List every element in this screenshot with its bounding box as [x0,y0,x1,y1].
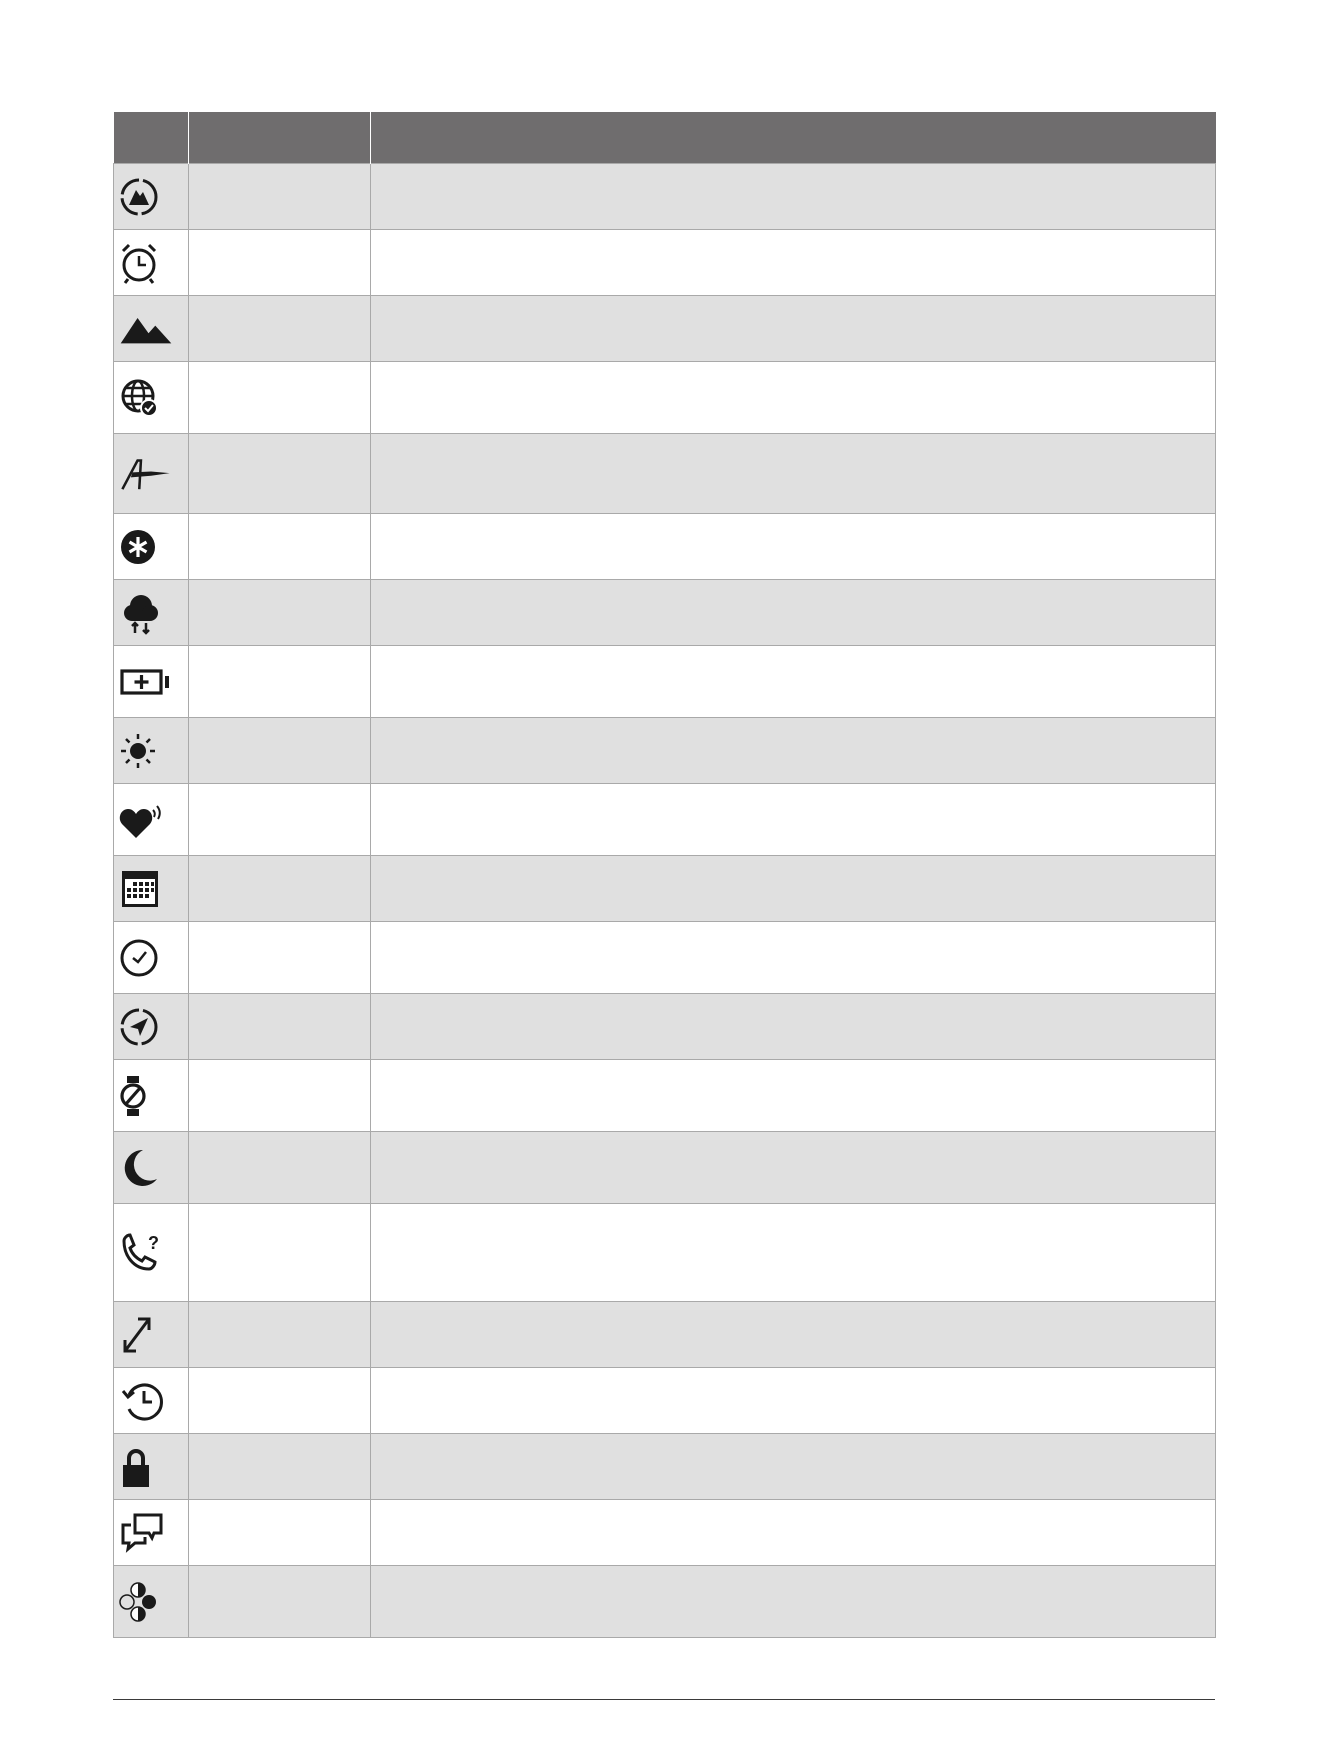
medical-asterisk-icon [119,525,173,569]
alarm-clock-icon [119,241,173,285]
icon-cell [114,1060,189,1132]
row-description [371,856,1216,922]
table-row [114,784,1216,856]
expand-arrows-icon [119,1313,173,1357]
row-name [189,1566,371,1638]
table-header-row [114,112,1216,164]
table-row [114,362,1216,434]
row-name [189,514,371,580]
row-name [189,296,371,362]
aviation-logo-icon [119,452,173,496]
table-row [114,164,1216,230]
row-name [189,856,371,922]
history-clock-icon [119,1379,173,1423]
row-description [371,362,1216,434]
row-description [371,718,1216,784]
table-row [114,1204,1216,1302]
padlock-icon [119,1445,173,1489]
color-dots-icon [119,1580,173,1624]
row-description [371,1132,1216,1204]
row-description [371,164,1216,230]
heart-rate-broadcast-icon [119,798,173,842]
header-name-column [189,112,371,164]
row-name [189,362,371,434]
table-row [114,1434,1216,1500]
table-row [114,514,1216,580]
icon-cell [114,514,189,580]
row-description [371,230,1216,296]
navigation-compass-icon [119,1005,173,1049]
row-description [371,434,1216,514]
row-name [189,646,371,718]
header-description-column [371,112,1216,164]
icon-cell [114,1204,189,1302]
icon-cell [114,230,189,296]
clock-icon [119,936,173,980]
icon-cell [114,856,189,922]
table-row [114,434,1216,514]
row-name [189,1132,371,1204]
svg-text:?: ? [148,1232,159,1253]
table-row [114,646,1216,718]
table-row [114,296,1216,362]
chat-bubbles-icon [119,1511,173,1555]
row-name [189,1368,371,1434]
row-name [189,580,371,646]
table-row [114,580,1216,646]
mountain-icon [119,307,173,351]
row-description [371,784,1216,856]
table-row [114,1302,1216,1368]
row-description [371,1204,1216,1302]
row-description [371,1500,1216,1566]
row-description [371,1566,1216,1638]
icon-cell [114,1368,189,1434]
moon-icon [119,1146,173,1190]
row-description [371,1434,1216,1500]
table-row [114,718,1216,784]
row-name [189,994,371,1060]
row-name [189,784,371,856]
icon-cell [114,580,189,646]
row-description [371,514,1216,580]
icon-cell [114,718,189,784]
icon-cell [114,994,189,1060]
row-name [189,1204,371,1302]
icon-cell [114,1302,189,1368]
row-name [189,1434,371,1500]
table-row [114,994,1216,1060]
row-description [371,994,1216,1060]
row-name [189,164,371,230]
row-description [371,922,1216,994]
table-row [114,856,1216,922]
row-name [189,922,371,994]
table-row [114,922,1216,994]
row-name [189,1060,371,1132]
row-description [371,646,1216,718]
row-description [371,1368,1216,1434]
icon-cell [114,164,189,230]
row-description [371,1302,1216,1368]
table-row [114,1566,1216,1638]
icon-cell [114,1132,189,1204]
phone-help-icon [119,1231,173,1275]
row-name [189,434,371,514]
table-row [114,230,1216,296]
icon-cell [114,1434,189,1500]
row-name [189,1500,371,1566]
icon-cell [114,922,189,994]
table-row [114,1368,1216,1434]
icon-cell [114,296,189,362]
icon-cell [114,646,189,718]
table-row [114,1132,1216,1204]
row-name [189,718,371,784]
icon-reference-table [113,112,1216,1638]
table-row [114,1500,1216,1566]
battery-charge-icon [119,660,173,704]
header-icon-column [114,112,189,164]
footer-divider [113,1699,1215,1700]
row-name [189,230,371,296]
icon-cell [114,1566,189,1638]
cloud-sync-icon [119,591,173,635]
row-name [189,1302,371,1368]
globe-check-icon [119,376,173,420]
brightness-sun-icon [119,729,173,773]
row-description [371,1060,1216,1132]
altitude-acclimation-icon [119,175,173,219]
watch-disabled-icon [119,1074,173,1118]
icon-cell [114,434,189,514]
icon-cell [114,362,189,434]
row-description [371,580,1216,646]
icon-cell [114,1500,189,1566]
table-row [114,1060,1216,1132]
icon-cell [114,784,189,856]
calendar-icon [119,867,173,911]
row-description [371,296,1216,362]
